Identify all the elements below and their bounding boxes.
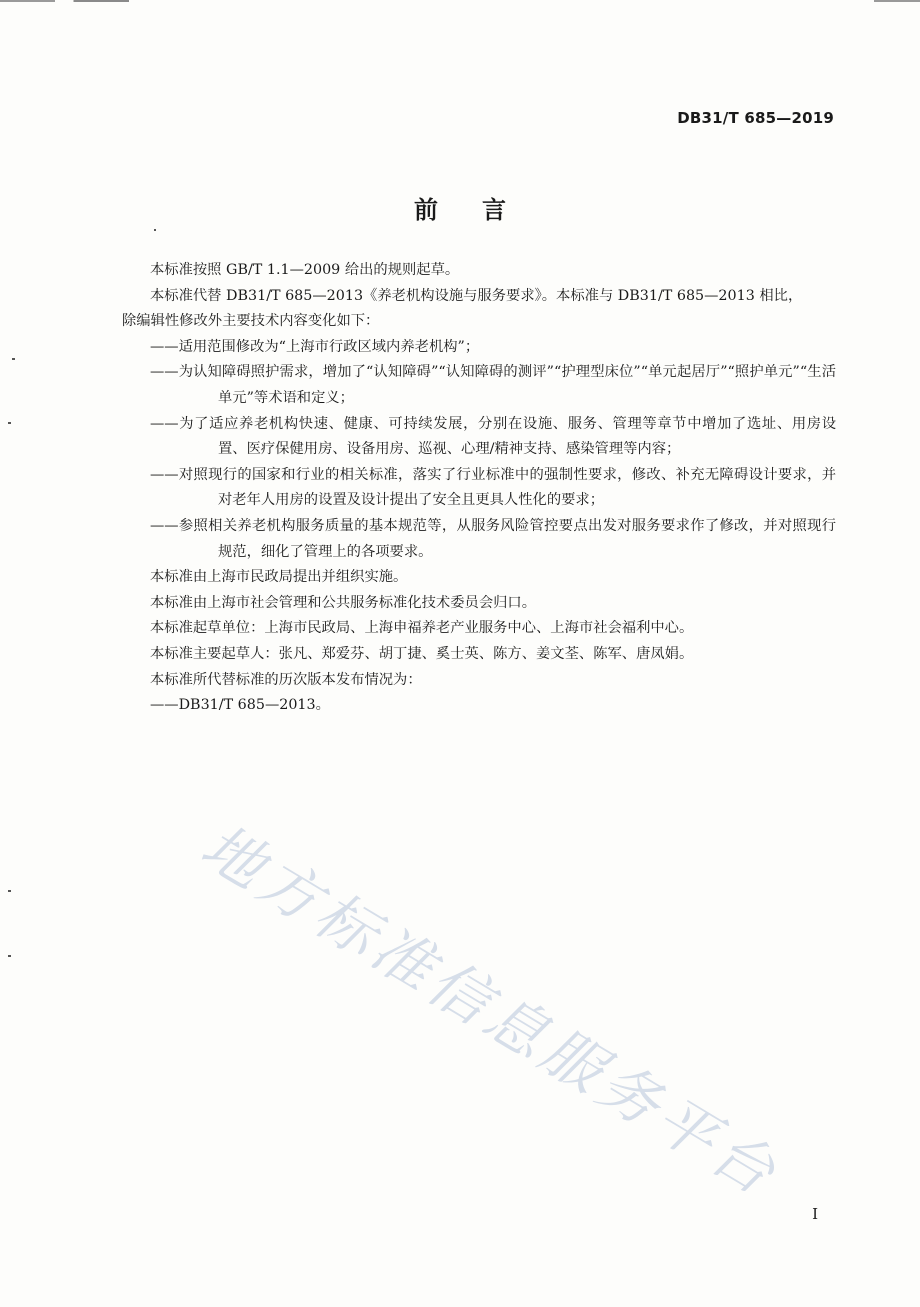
scan-speck bbox=[154, 229, 156, 231]
list-item-change: ——对照现行的国家和行业的相关标准，落实了行业标准中的强制性要求，修改、补充无障碍设计要求，并对老年人用房的设置及设计提出了安全且更具人性化的要求； bbox=[150, 466, 836, 509]
list-item-change: ——为认知障碍照护需求，增加了“认知障碍”“认知障碍的测评”“护理型床位”“单元起居厅”“照护单元”“生活单元”等术语和定义； bbox=[150, 364, 836, 406]
scan-speck bbox=[8, 890, 11, 892]
document-code: DB31/T 685—2019 bbox=[677, 109, 834, 127]
paragraph-replaces-line1: 本标准代替 DB31/T 685—2013《养老机构设施与服务要求》。本标准与 DB31/T 685—2013 相比， bbox=[150, 287, 803, 304]
scan-edge-line bbox=[0, 0, 920, 2]
foreword-body bbox=[122, 258, 836, 719]
page-title: 前言 bbox=[414, 196, 550, 224]
paragraph-history-item: ——DB31/T 685—2013。 bbox=[150, 697, 330, 714]
paragraph-proposer: 本标准由上海市民政局提出并组织实施。 bbox=[150, 569, 408, 586]
paragraph-committee: 本标准由上海市社会管理和公共服务标准化技术委员会归口。 bbox=[150, 594, 537, 611]
paragraph-drafting-rules: 本标准按照 GB/T 1.1—2009 给出的规则起草。 bbox=[150, 262, 460, 278]
list-item-change: ——参照相关养老机构服务质量的基本规范等，从服务风险管控要点出发对服务要求作了修改，并对照现行规范，细化了管理上的各项要求。 bbox=[150, 517, 836, 560]
scan-speck bbox=[8, 422, 11, 424]
paragraph-drafting-units: 本标准起草单位：上海市民政局、上海申福养老产业服务中心、上海市社会福利中心。 bbox=[150, 620, 694, 637]
watermark-text: 地方标准信息服务平台 bbox=[189, 811, 792, 1212]
page-number: I bbox=[812, 1205, 818, 1223]
list-item-change: ——为了适应养老机构快速、健康、可持续发展，分别在设施、服务、管理等章节中增加了选址、用房设置、医疗保健用房、设备用房、巡视、心理/精神支持、感染管理等内容； bbox=[150, 415, 836, 458]
paragraph-history: 本标准所代替标准的历次版本发布情况为： bbox=[150, 671, 422, 688]
paragraph-drafters: 本标准主要起草人：张凡、郑爱芬、胡丁捷、奚士英、陈方、姜文荃、陈军、唐凤娟。 bbox=[150, 645, 694, 662]
scan-speck bbox=[8, 955, 11, 957]
scan-speck bbox=[12, 358, 15, 360]
paragraph-replaces-line2: 除编辑性修改外主要技术内容变化如下： bbox=[122, 313, 380, 330]
list-item-change: ——适用范围修改为“上海市行政区域内养老机构”； bbox=[150, 338, 480, 355]
